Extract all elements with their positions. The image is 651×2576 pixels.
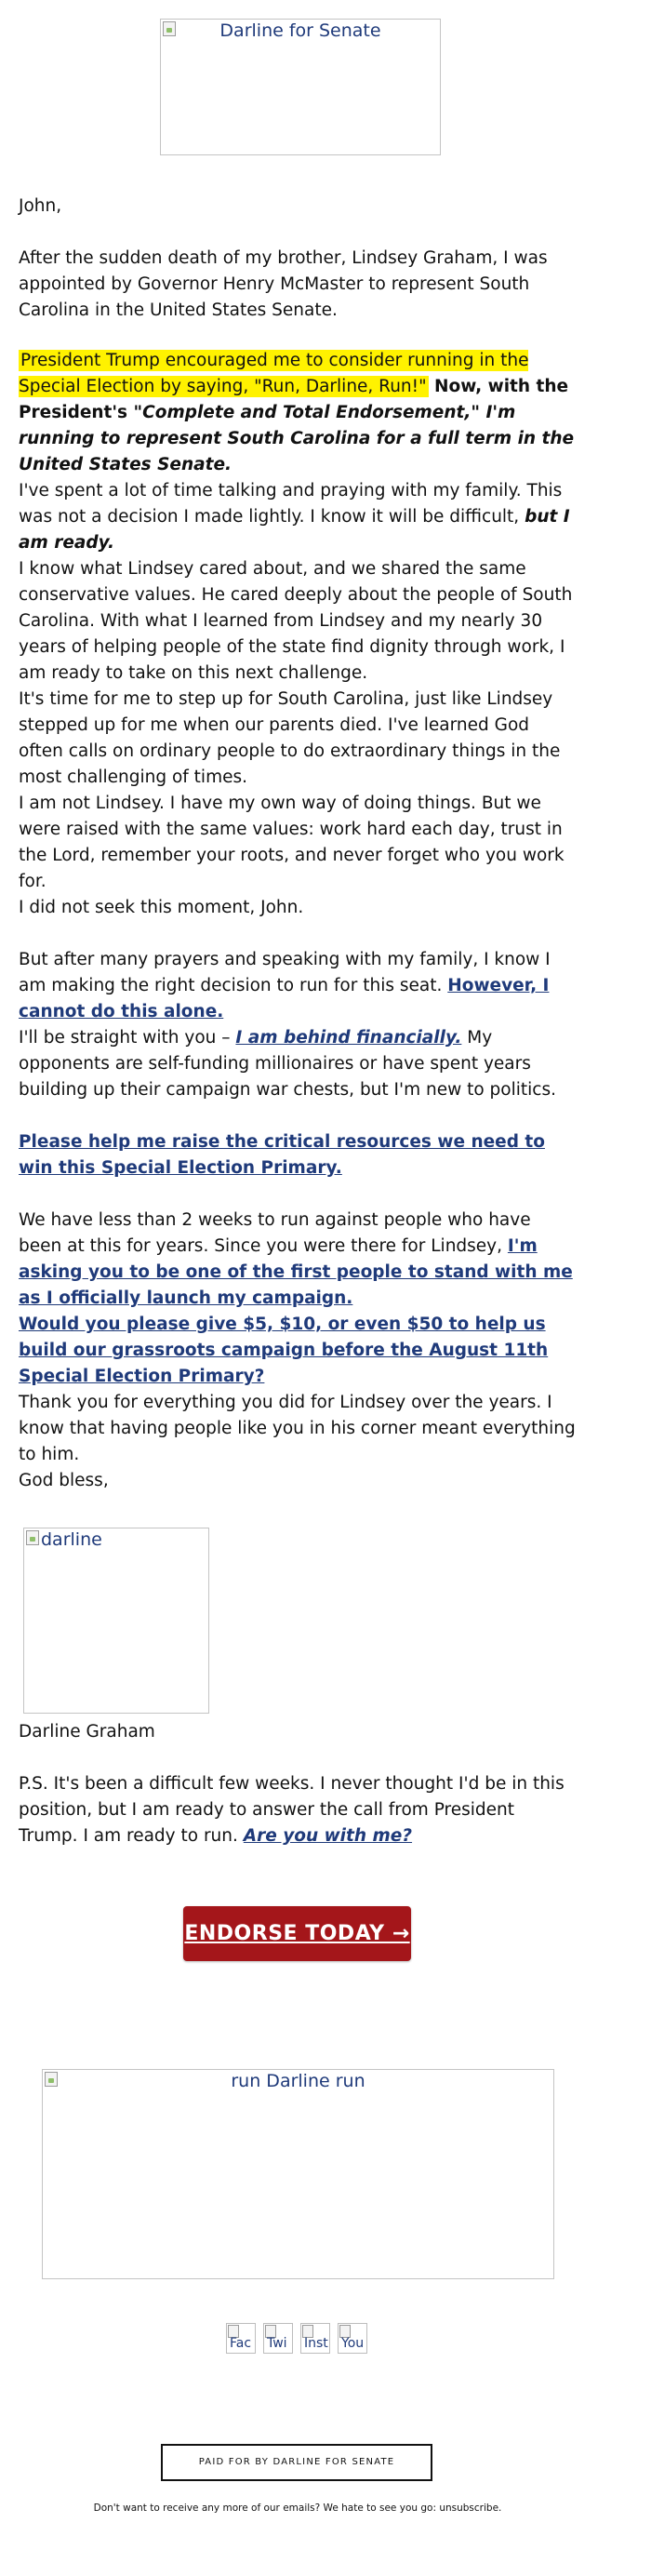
donate-link-launch[interactable]: I'm asking you to be one of the first people to stand with me as I officially launch my campaign.	[19, 1236, 573, 1308]
endorsement-lead: Now, with the President's	[19, 377, 569, 422]
signature-image-alt: darline	[41, 1529, 102, 1550]
paragraph-8-text: But after many prayers and speaking with my family, I know I am making the right decision to run for this seat.	[19, 950, 551, 995]
banner-image	[42, 2069, 554, 2279]
paragraph-8	[19, 947, 577, 1025]
paragraph-11-text: We have less than 2 weeks to run against people who have been at this for years. Since you were there for Lindsey,	[19, 1210, 531, 1256]
donate-link-behind[interactable]: I am behind financially.	[235, 1028, 462, 1048]
paragraph-12	[19, 1312, 577, 1390]
postscript	[19, 1771, 577, 1849]
paragraph-1: After the sudden death of my brother, Lindsey Graham, I was appointed by Governor Henry McMaster to represent South Carolina in the United States Senate.	[19, 248, 548, 320]
highlighted-quote: President Trump encouraged me to consider running in the Special Election by saying, "Run, Darline, Run!"	[19, 351, 529, 396]
postscript-text: P.S. It's been a difficult few weeks. I never thought I'd be in this position, but I am ready to answer the call from President Trump. I am ready to run.	[19, 1774, 565, 1846]
paragraph-3-text: I've spent a lot of time talking and praying with my family. This was not a decision I made lightly. I know it will be difficult,	[19, 481, 563, 527]
paragraph-3	[19, 478, 577, 556]
unsubscribe-link[interactable]: unsubscribe.	[439, 2503, 502, 2514]
paragraph-4: I know what Lindsey cared about, and we shared the same conservative values. He cared deeply about the people of South Carolina. With what I learned from Lindsey and my nearly 30 years of helping people of the state find dignity through work, I am ready to take on this next challenge.	[19, 559, 573, 683]
paragraph-5: It's time for me to step up for South Carolina, just like Lindsey stepped up for me when our parents died. I've learned God often calls on ordinary people to do extraordinary things in the most challenging of times.	[19, 689, 561, 787]
paragraph-9-text-2: My opponents are self-funding millionaires or have spent years building up their campaign war chests, but I'm new to politics.	[19, 1028, 556, 1100]
header-image-alt: Darline for Senate	[219, 20, 381, 41]
paragraph-3-emphasis: but I am ready.	[19, 507, 570, 553]
broken-image-icon	[163, 21, 176, 36]
signature-name: Darline Graham	[19, 1722, 155, 1742]
facebook-icon[interactable]: Fac	[226, 2323, 256, 2354]
broken-image-icon	[45, 2072, 58, 2087]
header-image	[160, 19, 441, 155]
endorsement-text: "Complete and Total Endorsement," I'm running to represent South Carolina for a full term in the United States Senate.	[19, 403, 575, 474]
paragraph-2	[19, 348, 577, 478]
paragraph-11	[19, 1208, 577, 1312]
unsubscribe-text: Don't want to receive any more of our emails? We hate to see you go:	[93, 2503, 440, 2514]
youtube-icon[interactable]: You	[338, 2323, 367, 2354]
donate-link-resources[interactable]: Please help me raise the critical resources we need to win this Special Election Primary.	[19, 1132, 545, 1178]
donate-link-alone[interactable]: However, I cannot do this alone.	[19, 976, 550, 1021]
paragraph-9	[19, 1025, 577, 1103]
paid-for-disclaimer: PAID FOR BY DARLINE FOR SENATE	[161, 2444, 432, 2481]
paragraph-13: Thank you for everything you did for Lindsey over the years. I know that having people like you in his corner meant everything to him.	[19, 1393, 576, 1464]
banner-image-alt: run Darline run	[231, 2071, 365, 2091]
paragraph-9-text: I'll be straight with you –	[19, 1028, 236, 1048]
greeting: John,	[19, 196, 62, 216]
endorse-button[interactable]: ENDORSE TODAY →	[183, 1906, 411, 1961]
paragraph-10	[19, 1129, 577, 1181]
instagram-icon[interactable]: Inst	[300, 2323, 330, 2354]
donate-link-amounts[interactable]: Would you please give $5, $10, or even $50 to help us build our grassroots campaign before the August 11th Special Election Primary?	[19, 1315, 549, 1386]
paragraph-7: I did not seek this moment, John.	[19, 898, 304, 917]
broken-image-icon	[26, 1530, 39, 1545]
closing: God bless,	[19, 1471, 109, 1490]
signature-image	[23, 1528, 209, 1714]
twitter-icon[interactable]: Twi	[263, 2323, 293, 2354]
postscript-link[interactable]: Are you with me?	[243, 1826, 413, 1846]
unsubscribe-line	[0, 2503, 595, 2514]
paragraph-6: I am not Lindsey. I have my own way of doing things. But we were raised with the same values: work hard each day, trust in the Lord, remember your roots, and never forget who you work for.	[19, 794, 565, 891]
